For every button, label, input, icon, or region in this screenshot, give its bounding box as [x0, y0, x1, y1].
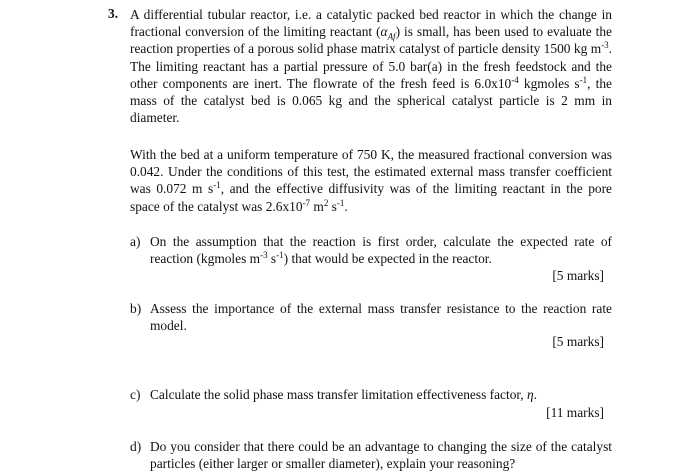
part-a-sup-2: -1	[276, 250, 284, 261]
part-c	[130, 386, 612, 403]
part-a	[130, 233, 612, 267]
p2-sup-3: 2	[323, 197, 329, 208]
p2-text-1: With the bed at a uniform temperature of 750 K, the measured fractional conversion was 0.042. Under the conditions of this test, the estimated external mass transfer coefficient was 0.072 m s	[130, 147, 612, 197]
part-c-marks: [11 marks]	[546, 405, 604, 420]
p2-sup-2: -7	[302, 197, 311, 208]
p1-text-3: . The limiting reactant has a partial pressure of 5.0 bar(a) in the fresh feedstock and the other components are inert. The flowrate of the fresh feed is 6.0x10	[130, 41, 612, 91]
p2-sup-4: -1	[336, 197, 345, 208]
alpha-subscript-text: Af	[387, 31, 396, 42]
part-b-label: b)	[130, 301, 142, 316]
part-b-text: Assess the importance of the external mass transfer resistance to the reaction rate model.	[150, 301, 612, 334]
part-d-text: Do you consider that there could be an advantage to changing the size of the catalyst particles (either larger or smaller diameter), explain your reasoning?	[150, 439, 612, 472]
part-b	[130, 300, 612, 334]
part-c-text-2: .	[533, 387, 538, 402]
eta-symbol: η	[527, 387, 534, 402]
p2-text-3: m	[310, 198, 324, 214]
p1-text-2: ) is small, has been used to evaluate the reaction properties of a porous solid phase matrix catalyst of particle density 1500 kg m	[130, 24, 612, 57]
question-number: 3.	[108, 6, 119, 21]
p2-sup-1: -1	[213, 180, 221, 191]
part-c-label: c)	[130, 387, 141, 402]
p1-text-5: , the mass of the catalyst bed is 0.065 kg and the spherical catalyst particle is 2 mm in diameter.	[130, 75, 612, 126]
p1-sup-3: -1	[579, 74, 588, 85]
part-b-marks: [5 marks]	[552, 334, 604, 349]
part-a-text-2: s	[267, 251, 277, 267]
p1-sup-2: -4	[511, 74, 519, 85]
p1-text-4: kgmoles s	[518, 75, 580, 91]
part-a-text-3: ) that would be expected in the reactor.	[283, 251, 492, 267]
part-a-text	[150, 233, 612, 267]
part-c-text	[150, 386, 612, 403]
p2-text-5: .	[344, 198, 348, 214]
part-c-text-1: Calculate the solid phase mass transfer limitation effectiveness factor,	[150, 387, 528, 402]
part-a-marks: [5 marks]	[552, 268, 604, 283]
question-paragraph-1	[130, 6, 612, 126]
p2-text-2: , and the effective diffusivity was of the limiting reactant in the pore space of the catalyst was 2.6x10	[130, 181, 612, 214]
part-d-label: d)	[130, 439, 142, 454]
p1-sup-1: -3	[601, 40, 609, 51]
alpha-symbol: α	[380, 24, 388, 40]
p2-text-4: s	[328, 198, 337, 214]
part-a-label: a)	[130, 234, 141, 249]
part-a-text-1: On the assumption that the reaction is first order, calculate the expected rate of reaction (kgmoles m	[150, 234, 612, 267]
p1-text-1: A differential tubular reactor, i.e. a catalytic packed bed reactor in which the change in fractional conversion of the limiting reactant (	[130, 7, 612, 40]
question-paragraph-2	[130, 146, 612, 215]
part-a-sup-1: -3	[260, 250, 268, 261]
